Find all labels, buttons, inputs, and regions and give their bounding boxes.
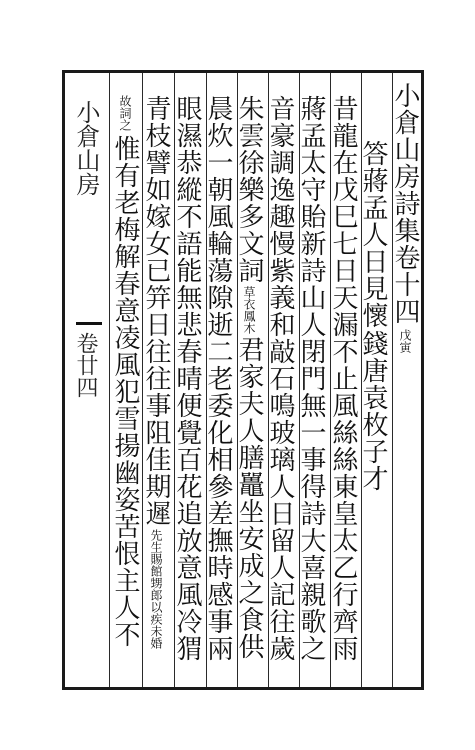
text-column-1: 昔龍在戊巳七日天漏不止風絲絲東皇太乙行齊雨: [328, 95, 358, 662]
spine-volume: 卷廿四: [73, 332, 98, 398]
text-column-2: 蔣孟太守貽新詩山人閉門無一事得詩大喜親歌之: [296, 95, 326, 662]
text-column-4-a: 朱雲徐樂多文詞: [234, 95, 264, 284]
book-spine: [62, 70, 110, 690]
interlinear-note: 草衣鳳木: [242, 286, 256, 334]
interlinear-note: 先生賜館甥郎以疾未婚: [149, 529, 163, 649]
spine-title: 小倉山房: [72, 100, 100, 196]
year-note: 戊寅: [398, 329, 412, 353]
text-column-7: [143, 95, 169, 649]
text-column-3: 音豪調逸趣慢紫義和敲石鳴玻璃人日留人記往歲: [265, 95, 295, 662]
interlinear-note: 故詞之: [118, 95, 132, 131]
text-column-8-main: 惟有老梅解春意凌風犯雪揚幽姿苦恨主人不: [110, 135, 140, 648]
poem-title: 答蔣孟人日見懷: [358, 140, 388, 329]
collection-title: [392, 82, 418, 353]
text-column-6: 眼濕恭縱不語能無悲春晴便覺百花追放意風冷猬: [172, 95, 202, 662]
text-column-8: [112, 95, 138, 648]
text-column-4-b: 君家夫人膳鼉坐安成之食供: [234, 336, 264, 660]
text-column-5: 晨炊一朝風輪蕩隙逝二老委化相參差撫時感事兩: [203, 95, 233, 662]
collection-title-text: 小倉山房詩集卷十四: [390, 82, 420, 325]
text-column-7-main: 青枝譬如嫁女已笄日往往事阻佳期遲: [141, 95, 171, 527]
text-column-4: [236, 95, 262, 660]
author-line: 錢唐袁枚子才: [358, 330, 388, 492]
